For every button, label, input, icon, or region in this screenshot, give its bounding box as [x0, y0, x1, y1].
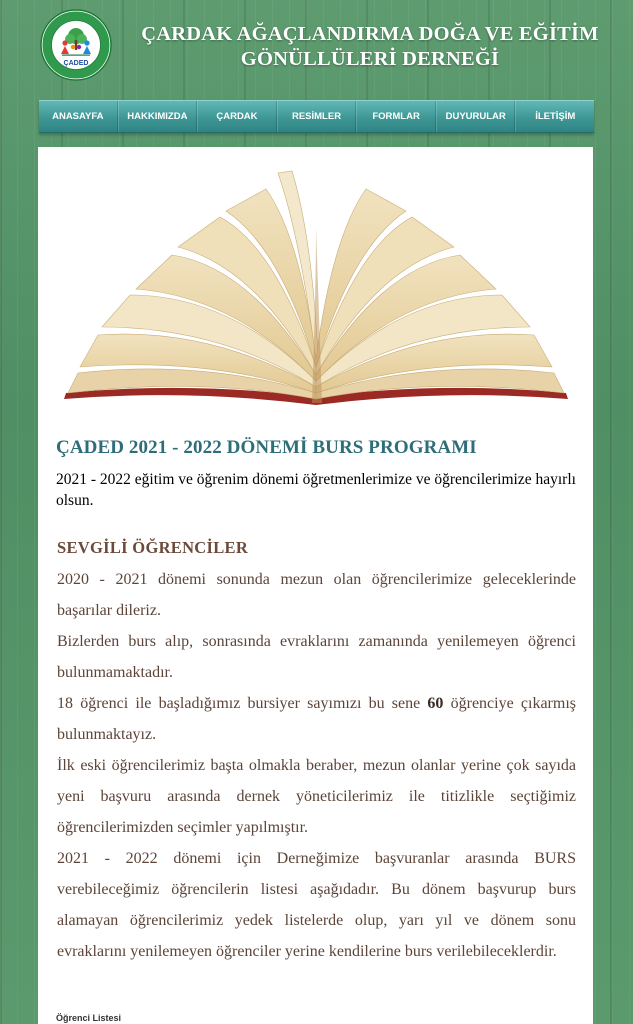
paragraph-4: İlk eski öğrencilerimiz başta olmakla beraber, mezun olanlar yerine çok sayıda yeni başvuru arasında dernek yöneticilerimiz ile titizlikle seçtiğimiz öğrencilerimizden seçimler yapılmıştır.	[57, 757, 576, 836]
paragraph-3-start: 18 öğrenci ile başladığımız bursiyer sayımızı bu sene	[57, 695, 428, 712]
paragraph-3	[57, 688, 576, 750]
main-nav	[39, 100, 594, 133]
open-book-image	[60, 167, 572, 411]
paragraph-2: Bizlerden burs alıp, sonrasında evraklarını zamanında yenilemeyen öğrenci bulunmamaktadır.	[57, 633, 576, 681]
nav-item-iletisim[interactable]: İLETİŞİM	[515, 101, 594, 132]
content-panel	[38, 147, 593, 1024]
nav-item-duyurular[interactable]: DUYURULAR	[436, 101, 516, 132]
intro-text: 2021 - 2022 eğitim ve öğrenim dönemi öğretmenlerimize ve öğrencilerimize hayırlı olsun.	[56, 471, 576, 509]
site-header	[0, 0, 633, 100]
logo-text: ÇADED	[63, 60, 89, 67]
paragraph-5: 2021 - 2022 dönemi için Derneğimize başvuranlar arasında BURS verebileceğimiz öğrencilerin listesi aşağıdadır. Bu dönem başvurup burs alamayan öğrencilerimiz yedek listelerde olup, yarı yıl ve dönem sonu evraklarını yenilemeyen öğrenciler yerine kendilerine burs verilebileceklerdir.	[57, 850, 576, 960]
scholar-count: 60	[427, 695, 444, 712]
paragraph-1: 2020 - 2021 dönemi sonunda mezun olan öğrencilerimize geleceklerinde başarılar dileriz.	[57, 571, 576, 619]
nav-item-formlar[interactable]: FORMLAR	[356, 101, 436, 132]
site-title-line1: ÇARDAK AĞAÇLANDIRMA DOĞA VE EĞİTİM	[141, 23, 599, 45]
post-body	[57, 564, 576, 967]
nav-item-cardak[interactable]: ÇARDAK	[197, 101, 277, 132]
nav-item-hakkimizda[interactable]: HAKKIMIZDA	[118, 101, 198, 132]
nav-item-resimler[interactable]: RESİMLER	[277, 101, 357, 132]
section-subtitle: SEVGİLİ ÖĞRENCİLER	[57, 538, 249, 557]
post-title: ÇADED 2021 - 2022 DÖNEMİ BURS PROGRAMI	[56, 437, 477, 458]
site-title-line2: GÖNÜLLÜLERİ DERNEĞİ	[240, 48, 500, 70]
student-list-link[interactable]: Öğrenci Listesi	[56, 1013, 122, 1023]
nav-item-anasayfa[interactable]: ANASAYFA	[39, 101, 118, 132]
caded-logo[interactable]	[40, 9, 112, 81]
site-title	[125, 22, 615, 72]
paragraph-3-end: öğrenciye çıkarmış bulunmaktayız.	[57, 695, 576, 743]
